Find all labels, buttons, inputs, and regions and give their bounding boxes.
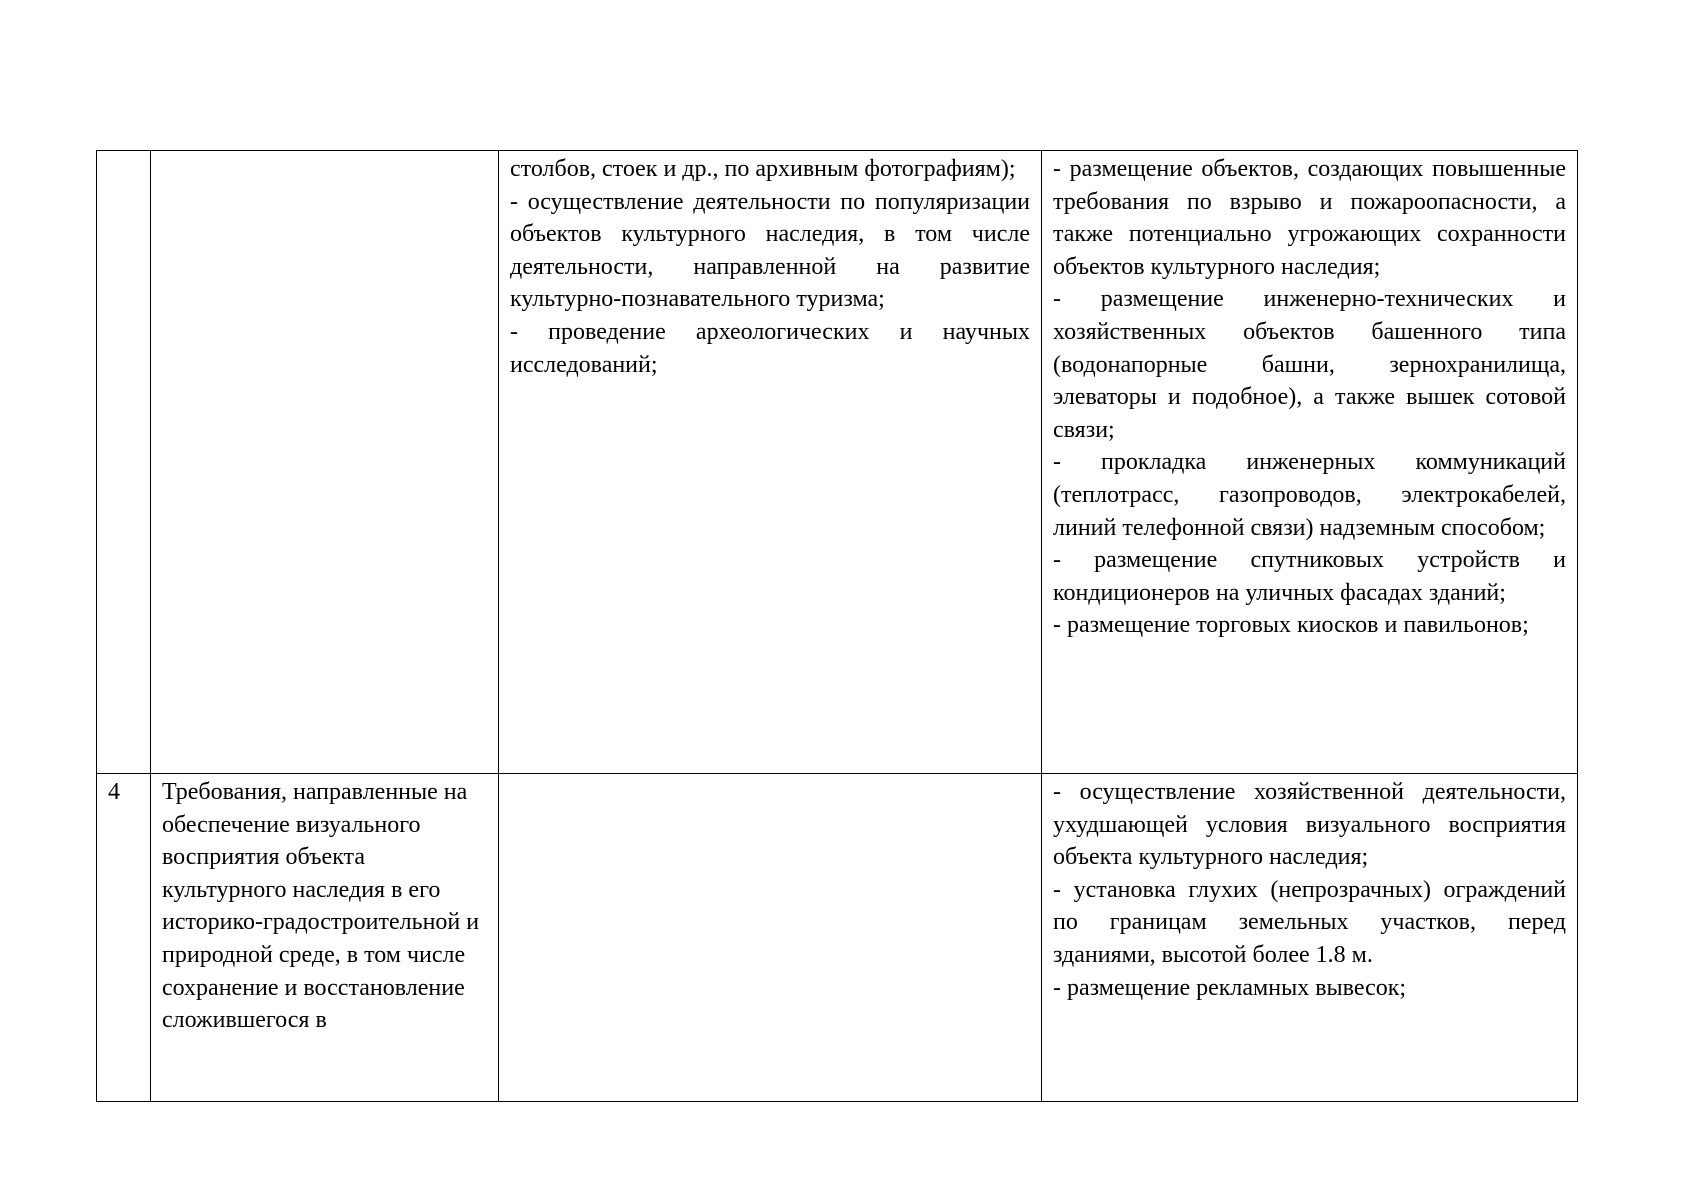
requirement-name-cell	[151, 151, 499, 774]
table-row	[97, 774, 1578, 1102]
forbidden-item: - установка глухих (непрозрачных) ограждений по границам земельных участков, перед зданиями, высотой более 1.8 м.	[1053, 876, 1566, 968]
allowed-item: - осуществление деятельности по популяризации объектов культурного наследия, в том числе деятельности, направленной на развитие культурно-познавательного туризма;	[510, 188, 1030, 313]
requirements-table	[96, 150, 1578, 1102]
forbidden-item: - размещение рекламных вывесок;	[1053, 974, 1407, 1001]
table-row	[97, 151, 1578, 774]
requirement-name-cell	[151, 774, 499, 1102]
row-number-cell	[97, 151, 151, 774]
allowed-activities-cell	[499, 151, 1042, 774]
forbidden-item: - размещение торговых киосков и павильонов;	[1053, 612, 1529, 639]
forbidden-activities-cell	[1042, 774, 1578, 1102]
row-number-cell	[97, 774, 151, 1102]
allowed-item: столбов, стоек и др., по архивным фотографиям);	[510, 156, 1016, 182]
forbidden-item: - размещение объектов, создающих повышенные требования по взрыво и пожароопасности, а также потенциально угрожающих сохранности объектов культурного наследия;	[1053, 156, 1566, 280]
allowed-item: - проведение археологических и научных исследований;	[510, 318, 1030, 378]
allowed-activities-cell	[499, 774, 1042, 1102]
forbidden-activities-cell	[1042, 151, 1578, 774]
requirement-name: Требования, направленные на обеспечение визуального восприятия объекта культурного наследия в его историко-градостроительной и природной среде, в том числе сохранение и восстановление сложившегося в	[162, 779, 480, 1034]
forbidden-item: - размещение спутниковых устройств и кондиционеров на уличных фасадах зданий;	[1053, 547, 1566, 606]
row-number: 4	[108, 779, 120, 805]
forbidden-item: - осуществление хозяйственной деятельности, ухудшающей условия визуального восприятия объекта культурного наследия;	[1053, 779, 1566, 871]
forbidden-item: - прокладка инженерных коммуникаций (теплотрасс, газопроводов, электрокабелей, линий телефонной связи) надземным способом;	[1053, 449, 1566, 541]
forbidden-item: - размещение инженерно-технических и хозяйственных объектов башенного типа (водонапорные башни, зернохранилища, элеваторы и подобное), а также вышек сотовой связи;	[1053, 286, 1566, 443]
